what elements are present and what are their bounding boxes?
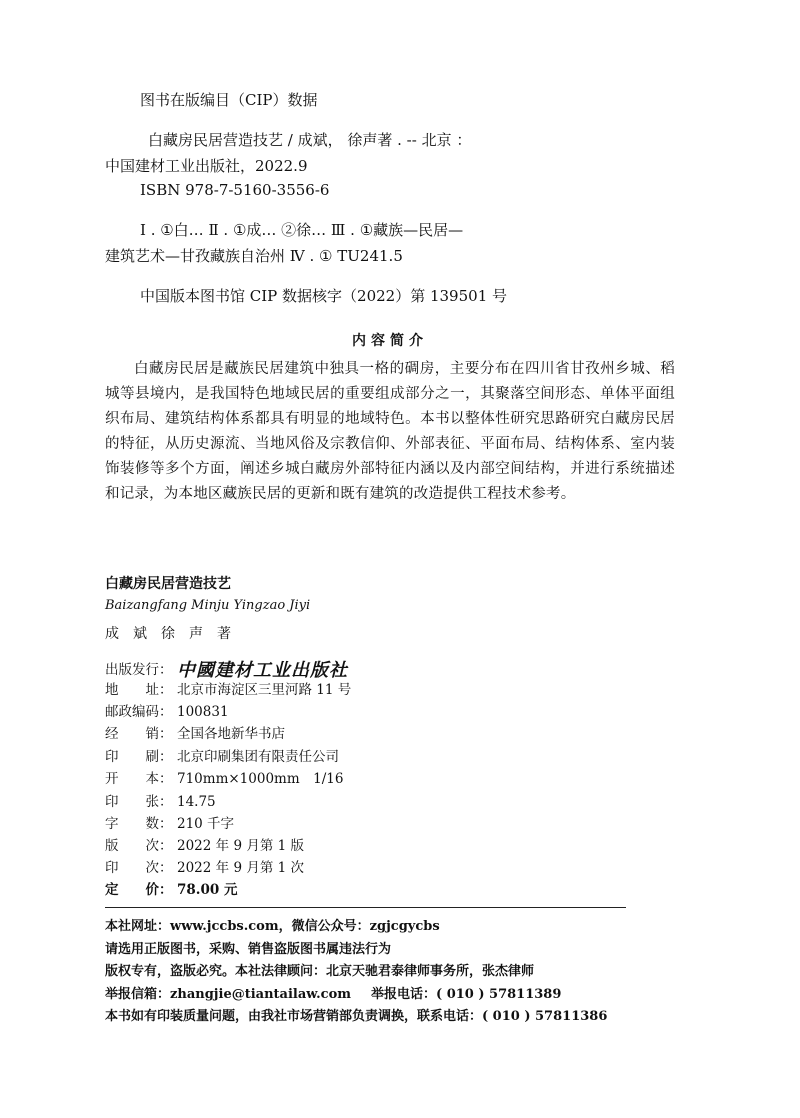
spec-address-value: 北京市海淀区三里河路 11 号 (177, 682, 352, 698)
cip-isbn: ISBN 978-7-5160-3556-6 (140, 181, 330, 199)
spec-format-label: 开 本： (105, 771, 173, 787)
cip-classification-line-2: 建筑艺术—甘孜藏族自治州 Ⅳ . ① TU241.5 (105, 247, 403, 265)
spec-words (105, 812, 234, 832)
footer-anti-piracy: 请选用正版图书，采购、销售盗版图书属违法行为 (105, 942, 392, 957)
cip-title-line-1: 白藏房民居营造技艺 / 成斌， 徐声著 . -- 北京 ： (148, 131, 472, 149)
spec-format-value: 710mm×1000mm 1/16 (177, 771, 344, 787)
publisher-logo: 中國建材工业出版社 (177, 660, 348, 681)
spec-postcode (105, 700, 229, 720)
spec-sheets-value: 14.75 (177, 794, 216, 810)
spec-sheets-label: 印 张： (105, 794, 173, 810)
spec-price-label: 定 价： (105, 882, 173, 898)
footer-copyright-legal: 版权专有，盗版必究。本社法律顾问：北京天驰君泰律师事务所，张杰律师 (105, 964, 535, 979)
book-title-pinyin: Baizangfang Minju Yingzao Jiyi (105, 598, 311, 613)
spec-price (105, 878, 237, 898)
footer-report (105, 983, 561, 1002)
spec-price-value: 78.00 元 (177, 882, 238, 898)
footer-quality-contact: 本书如有印装质量问题，由我社市场营销部负责调换，联系电话：( 010 ) 57811386 (105, 1009, 608, 1024)
spec-postcode-label: 邮政编码： (105, 704, 173, 720)
cip-record-number: 中国版本图书馆 CIP 数据核字（2022）第 139501 号 (140, 287, 508, 305)
spec-words-label: 字 数： (105, 816, 173, 832)
summary-text: 白藏房民居是藏族民居建筑中独具一格的碉房，主要分布在四川省甘孜州乡城、稻城等县境内，是我国特色地域民居的重要组成部分之一，其聚落空间形态、单体平面组织布局、建筑结构体系都具有明显的地域特色。本书以整体性研究思路研究白藏房民居的特征，从历史源流、当地风俗及宗教信仰、外部表征、平面布局、结构体系、室内装饰装修等多个方面，阐述乡城白藏房外部特征内涵以及内部空间结构，并进行系统描述和记录，为本地区藏族民居的更新和既有建筑的改造提供工程技术参考。 (105, 361, 675, 502)
spec-format (105, 767, 343, 787)
spec-postcode-value: 100831 (177, 704, 229, 720)
spec-address (105, 678, 351, 698)
footer-report-email: 举报信箱：zhangjie@tiantailaw.com (105, 987, 352, 1002)
spec-edition-label: 版 次： (105, 838, 173, 854)
spec-address-label: 地 址： (105, 682, 173, 698)
spec-impression-label: 印 次： (105, 860, 173, 876)
cip-heading: 图书在版编目（CIP）数据 (140, 91, 318, 109)
book-title-cn: 白藏房民居营造技艺 (105, 576, 231, 592)
footer-report-phone: 举报电话：( 010 ) 57811389 (371, 987, 562, 1002)
spec-edition (105, 834, 304, 854)
spec-publisher-label: 出版发行： (105, 662, 173, 678)
summary-heading: 内容简介 (352, 333, 428, 349)
spec-distributor-label: 经 销： (105, 726, 173, 742)
spec-sheets (105, 790, 216, 810)
spec-printer (105, 745, 339, 765)
spec-distributor-value: 全国各地新华书店 (177, 726, 285, 742)
spec-printer-label: 印 刷： (105, 749, 173, 765)
cip-classification-line-1: Ⅰ . ①白… Ⅱ . ①成… ②徐… Ⅲ . ①藏族—民居— (140, 221, 464, 239)
spec-impression-value: 2022 年 9 月第 1 次 (177, 860, 304, 876)
footer-divider (105, 907, 626, 908)
spec-impression (105, 856, 304, 876)
spec-distributor (105, 722, 285, 742)
spec-edition-value: 2022 年 9 月第 1 版 (177, 838, 304, 854)
spec-printer-value: 北京印刷集团有限责任公司 (177, 749, 339, 765)
footer-website-wechat: 本社网址：www.jccbs.com，微信公众号：zgjcgycbs (105, 919, 440, 934)
spec-words-value: 210 千字 (177, 816, 235, 832)
cip-title-line-2: 中国建材工业出版社，2022.9 (105, 157, 308, 175)
book-authors: 成 斌 徐 声 著 (105, 626, 231, 642)
